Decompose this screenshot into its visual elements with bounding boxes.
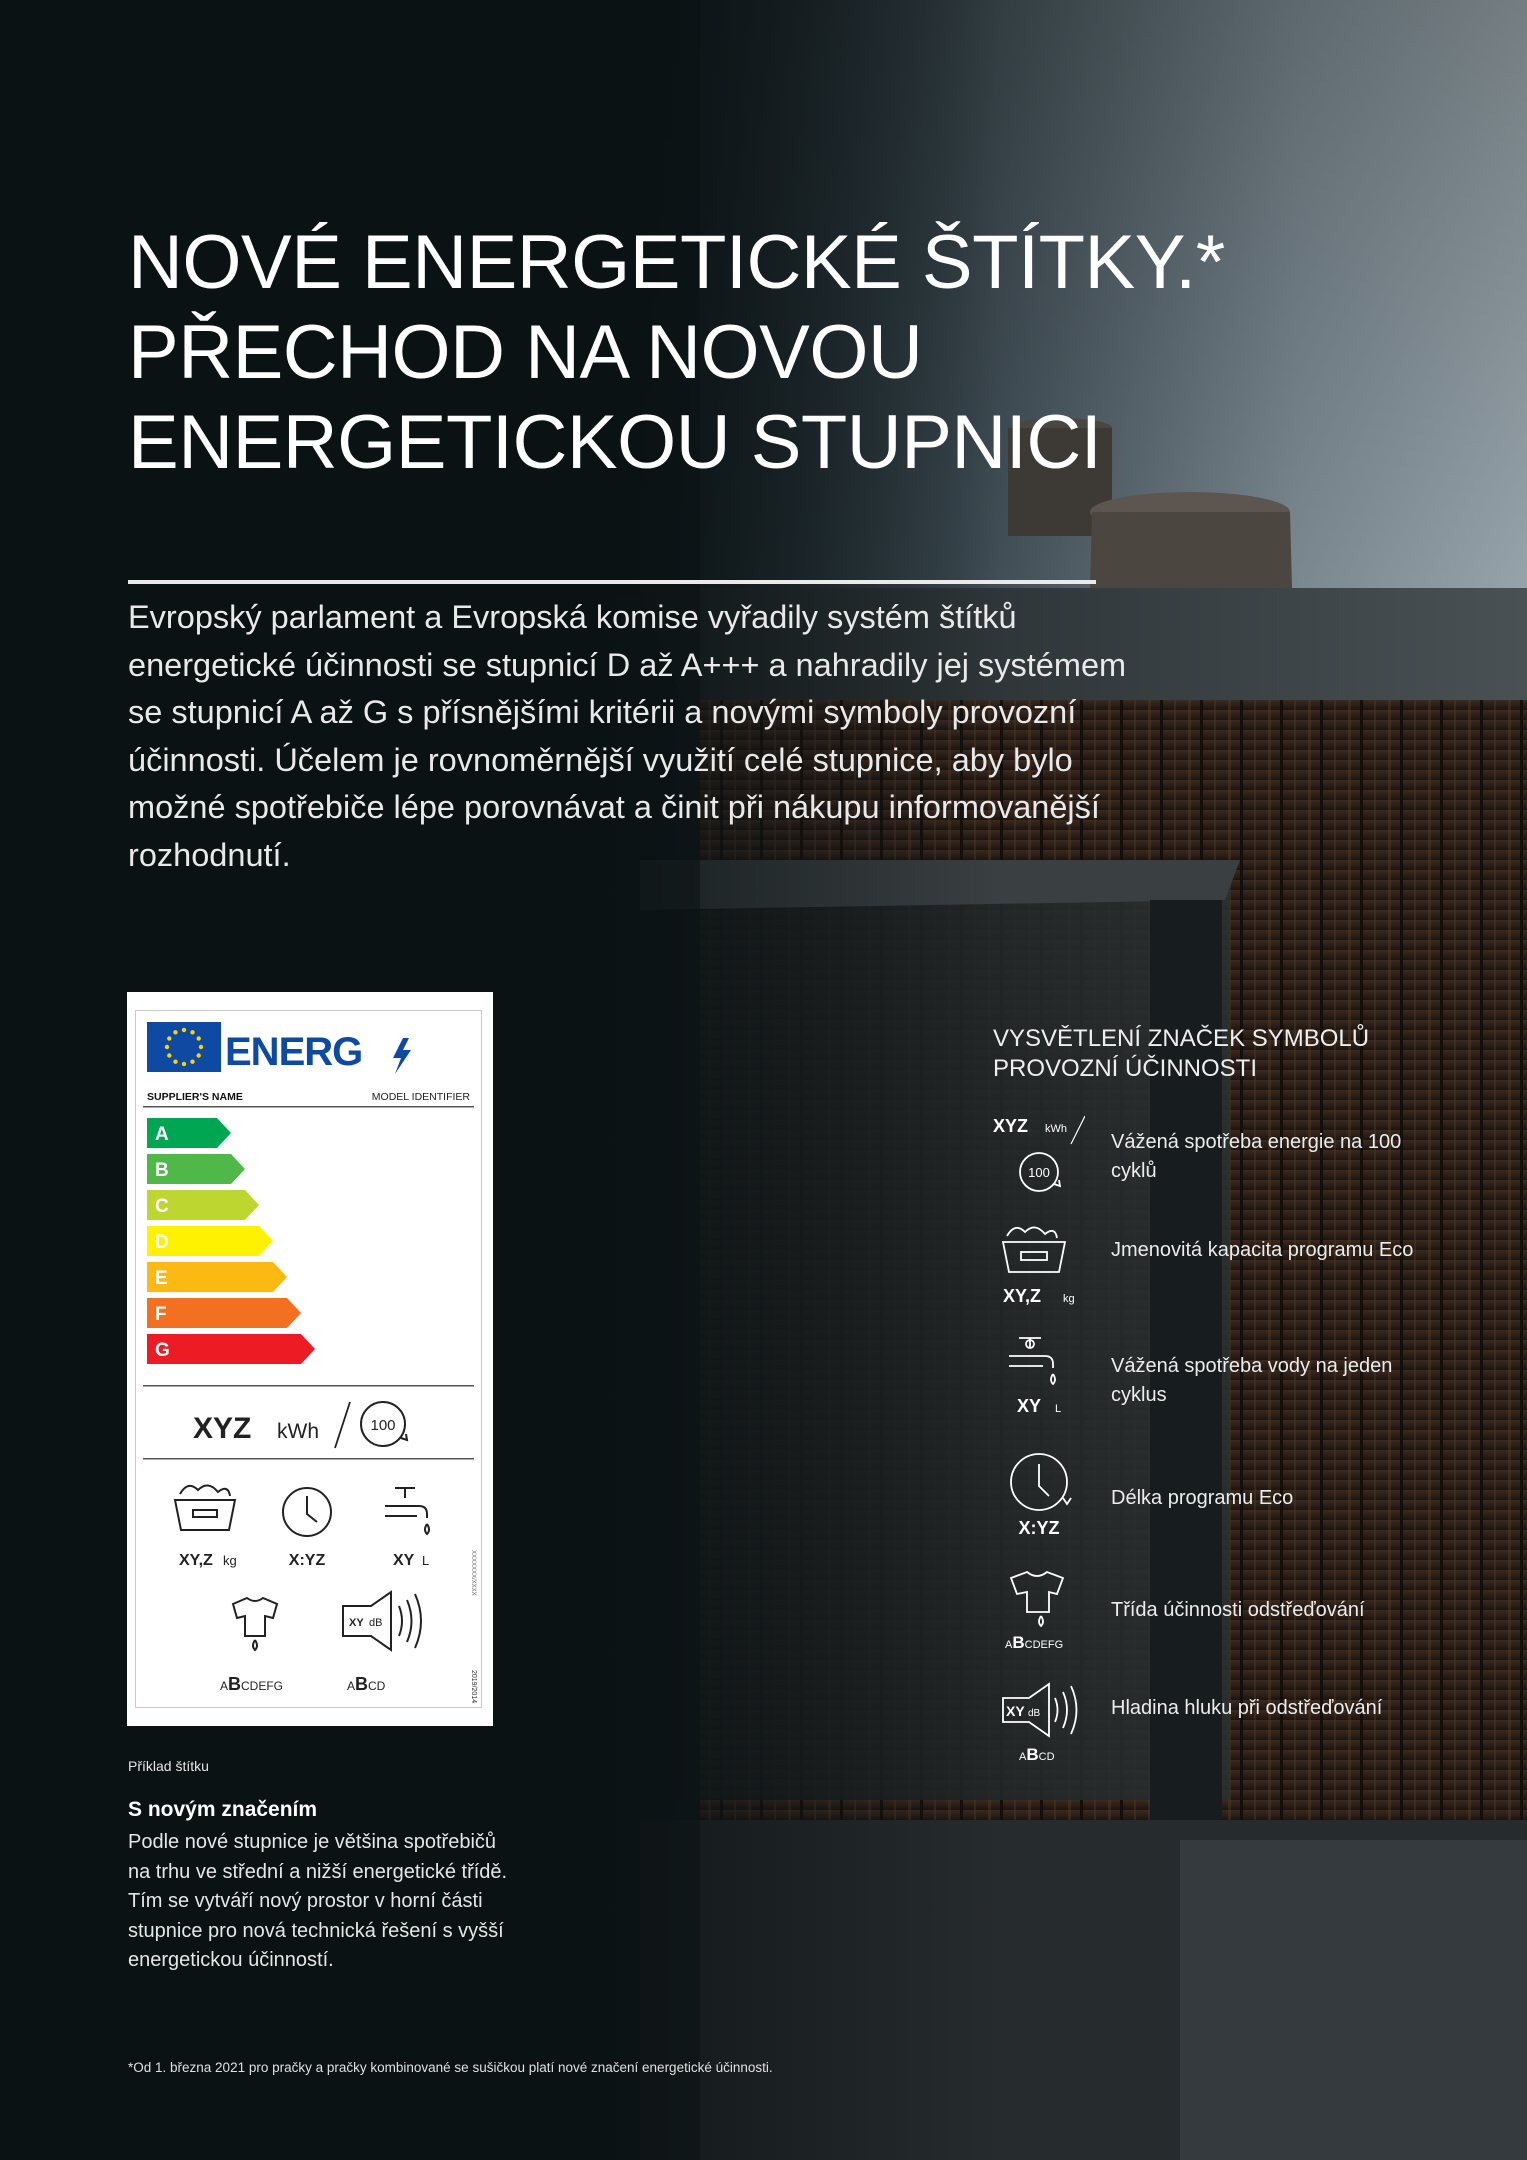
legend-title	[993, 1024, 1413, 1084]
legend-text-spin: Třída účinnosti odstřeďování	[1111, 1599, 1365, 1621]
label-noise-value: XY	[349, 1617, 364, 1629]
eu-star	[173, 1060, 177, 1064]
energy-class-letter-g: G	[155, 1340, 170, 1361]
model-identifier: MODEL IDENTIFIER	[371, 1091, 470, 1103]
energy-class-bar-e	[147, 1262, 287, 1292]
legend-item-water	[993, 1332, 1423, 1422]
eu-star	[197, 1036, 201, 1040]
lightning-icon	[393, 1038, 411, 1074]
label-capacity-value: XY,Z	[179, 1552, 213, 1569]
laundry-basket-icon	[993, 1222, 1085, 1312]
water-tap-icon	[385, 1488, 429, 1534]
label-regulation: 2019/2014	[470, 1670, 477, 1704]
label-noise-scale: ABCD	[347, 1674, 386, 1694]
label-water-value: XY	[393, 1552, 415, 1569]
spin-shirt-icon	[233, 1598, 277, 1650]
svg-text:ABCD: ABCD	[1019, 1745, 1055, 1764]
energy-label	[127, 992, 493, 1726]
eu-star	[190, 1060, 194, 1064]
legend-item-noise	[993, 1680, 1423, 1770]
new-marking-heading: S novým značením	[128, 1798, 318, 1821]
svg-text:kg: kg	[1063, 1293, 1075, 1305]
legend-text-energy: Vážená spotřeba energie na 100 cyklů	[1111, 1131, 1402, 1182]
footnote: *Od 1. března 2021 pro pračky a pračky kombinované se sušičkou platí nové značení energetické účinnosti.	[128, 2060, 773, 2075]
eu-star	[199, 1045, 203, 1049]
eu-star	[173, 1030, 177, 1034]
svg-text:XY,Z: XY,Z	[1003, 1286, 1042, 1306]
eu-star	[182, 1062, 186, 1066]
legend-item-energy	[993, 1112, 1423, 1202]
label-energy-value: XYZ	[193, 1412, 252, 1445]
energy-class-letter-a: A	[155, 1124, 169, 1145]
svg-text:L: L	[1055, 1403, 1062, 1415]
legend-text-noise: Hladina hluku při odstřeďování	[1111, 1697, 1383, 1719]
laundry-basket-icon	[175, 1485, 235, 1530]
legend-item-spin	[993, 1566, 1423, 1656]
svg-text:dB: dB	[1028, 1708, 1041, 1719]
svg-text:ABCDEFG: ABCDEFG	[1005, 1633, 1064, 1652]
title-line-2: PŘECHOD NA NOVOU	[128, 310, 923, 395]
label-noise-unit: dB	[369, 1617, 383, 1629]
eu-star	[190, 1030, 194, 1034]
eu-star	[167, 1053, 171, 1057]
cycles-icon	[361, 1402, 407, 1446]
eu-star	[165, 1045, 169, 1049]
svg-text:kWh: kWh	[1045, 1123, 1067, 1135]
eu-star	[167, 1036, 171, 1040]
energy-icon	[993, 1112, 1085, 1202]
supplier-name: SUPPLIER'S NAME	[147, 1091, 243, 1103]
energ-logo: ENERG	[225, 1030, 363, 1074]
energy-label-graphic	[135, 1010, 482, 1708]
page-title	[128, 218, 1225, 488]
energy-class-letter-f: F	[155, 1304, 167, 1325]
svg-text:100: 100	[1028, 1165, 1050, 1180]
clock-icon	[283, 1488, 331, 1536]
title-divider	[128, 580, 1096, 584]
label-spin-scale: ABCDEFG	[220, 1674, 284, 1694]
energy-class-bar-f	[147, 1298, 301, 1328]
eu-star	[197, 1053, 201, 1057]
legend-text-duration: Délka programu Eco	[1111, 1487, 1294, 1509]
energy-class-letter-e: E	[155, 1268, 168, 1289]
svg-text:X:YZ: X:YZ	[1018, 1518, 1060, 1536]
legend-item-duration	[993, 1446, 1423, 1536]
intro-paragraph: Evropský parlament a Evropská komise vyřadily systém štítků energetické účinnosti se stupnicí D až A+++ a nahradily jej systémem se stupnicí A až G s přísnějšími kritérii a novými symboly provozní účinnosti. Účelem je rovnoměrnější využití celé stupnice, aby bylo možné spotřebiče lépe porovnávat a činit při nákupu informovanější rozhodnutí.	[128, 599, 1127, 873]
label-water-unit: L	[422, 1553, 430, 1568]
svg-text:XY: XY	[1006, 1703, 1025, 1719]
energy-class-scale	[147, 1118, 315, 1364]
legend-title-line-1: VYSVĚTLENÍ ZNAČEK SYMBOLŮ	[993, 1025, 1370, 1052]
clock-icon	[993, 1446, 1085, 1536]
energy-class-letter-b: B	[155, 1160, 169, 1181]
new-marking-text: Podle nové stupnice je většina spotřebičů na trhu ve střední a nižší energetické třídě. Tím se vytváří nový prostor v horní části stupnice pro nová technická řešení s vyšší energetickou účinností.	[128, 1831, 508, 1971]
title-line-1: NOVÉ ENERGETICKÉ ŠTÍTKY.*	[128, 220, 1225, 305]
speaker-icon	[993, 1680, 1085, 1770]
legend-text-capacity: Jmenovitá kapacita programu Eco	[1111, 1239, 1414, 1261]
label-caption: Příklad štítku	[128, 1758, 209, 1774]
spin-shirt-icon	[993, 1566, 1085, 1656]
energy-class-bar-g	[147, 1334, 315, 1364]
legend-text-water: Vážená spotřeba vody na jeden cyklus	[1111, 1355, 1393, 1406]
legend-item-capacity	[993, 1222, 1423, 1312]
label-duration-value: X:YZ	[288, 1552, 326, 1569]
label-cycles: 100	[370, 1417, 396, 1434]
legend-title-line-2: PROVOZNÍ ÚČINNOSTI	[993, 1055, 1258, 1082]
svg-text:XYZ: XYZ	[993, 1116, 1029, 1136]
water-tap-icon	[993, 1332, 1085, 1422]
title-line-3: ENERGETICKOU STUPNICI	[128, 400, 1102, 485]
label-capacity-unit: kg	[223, 1553, 237, 1568]
svg-text:XY: XY	[1017, 1396, 1042, 1416]
energy-class-letter-c: C	[155, 1196, 169, 1217]
eu-star	[182, 1028, 186, 1032]
label-energy-unit: kWh	[277, 1420, 319, 1443]
label-side-code: XXXXXXX/XXXX	[470, 1550, 476, 1596]
energy-class-letter-d: D	[155, 1232, 169, 1253]
